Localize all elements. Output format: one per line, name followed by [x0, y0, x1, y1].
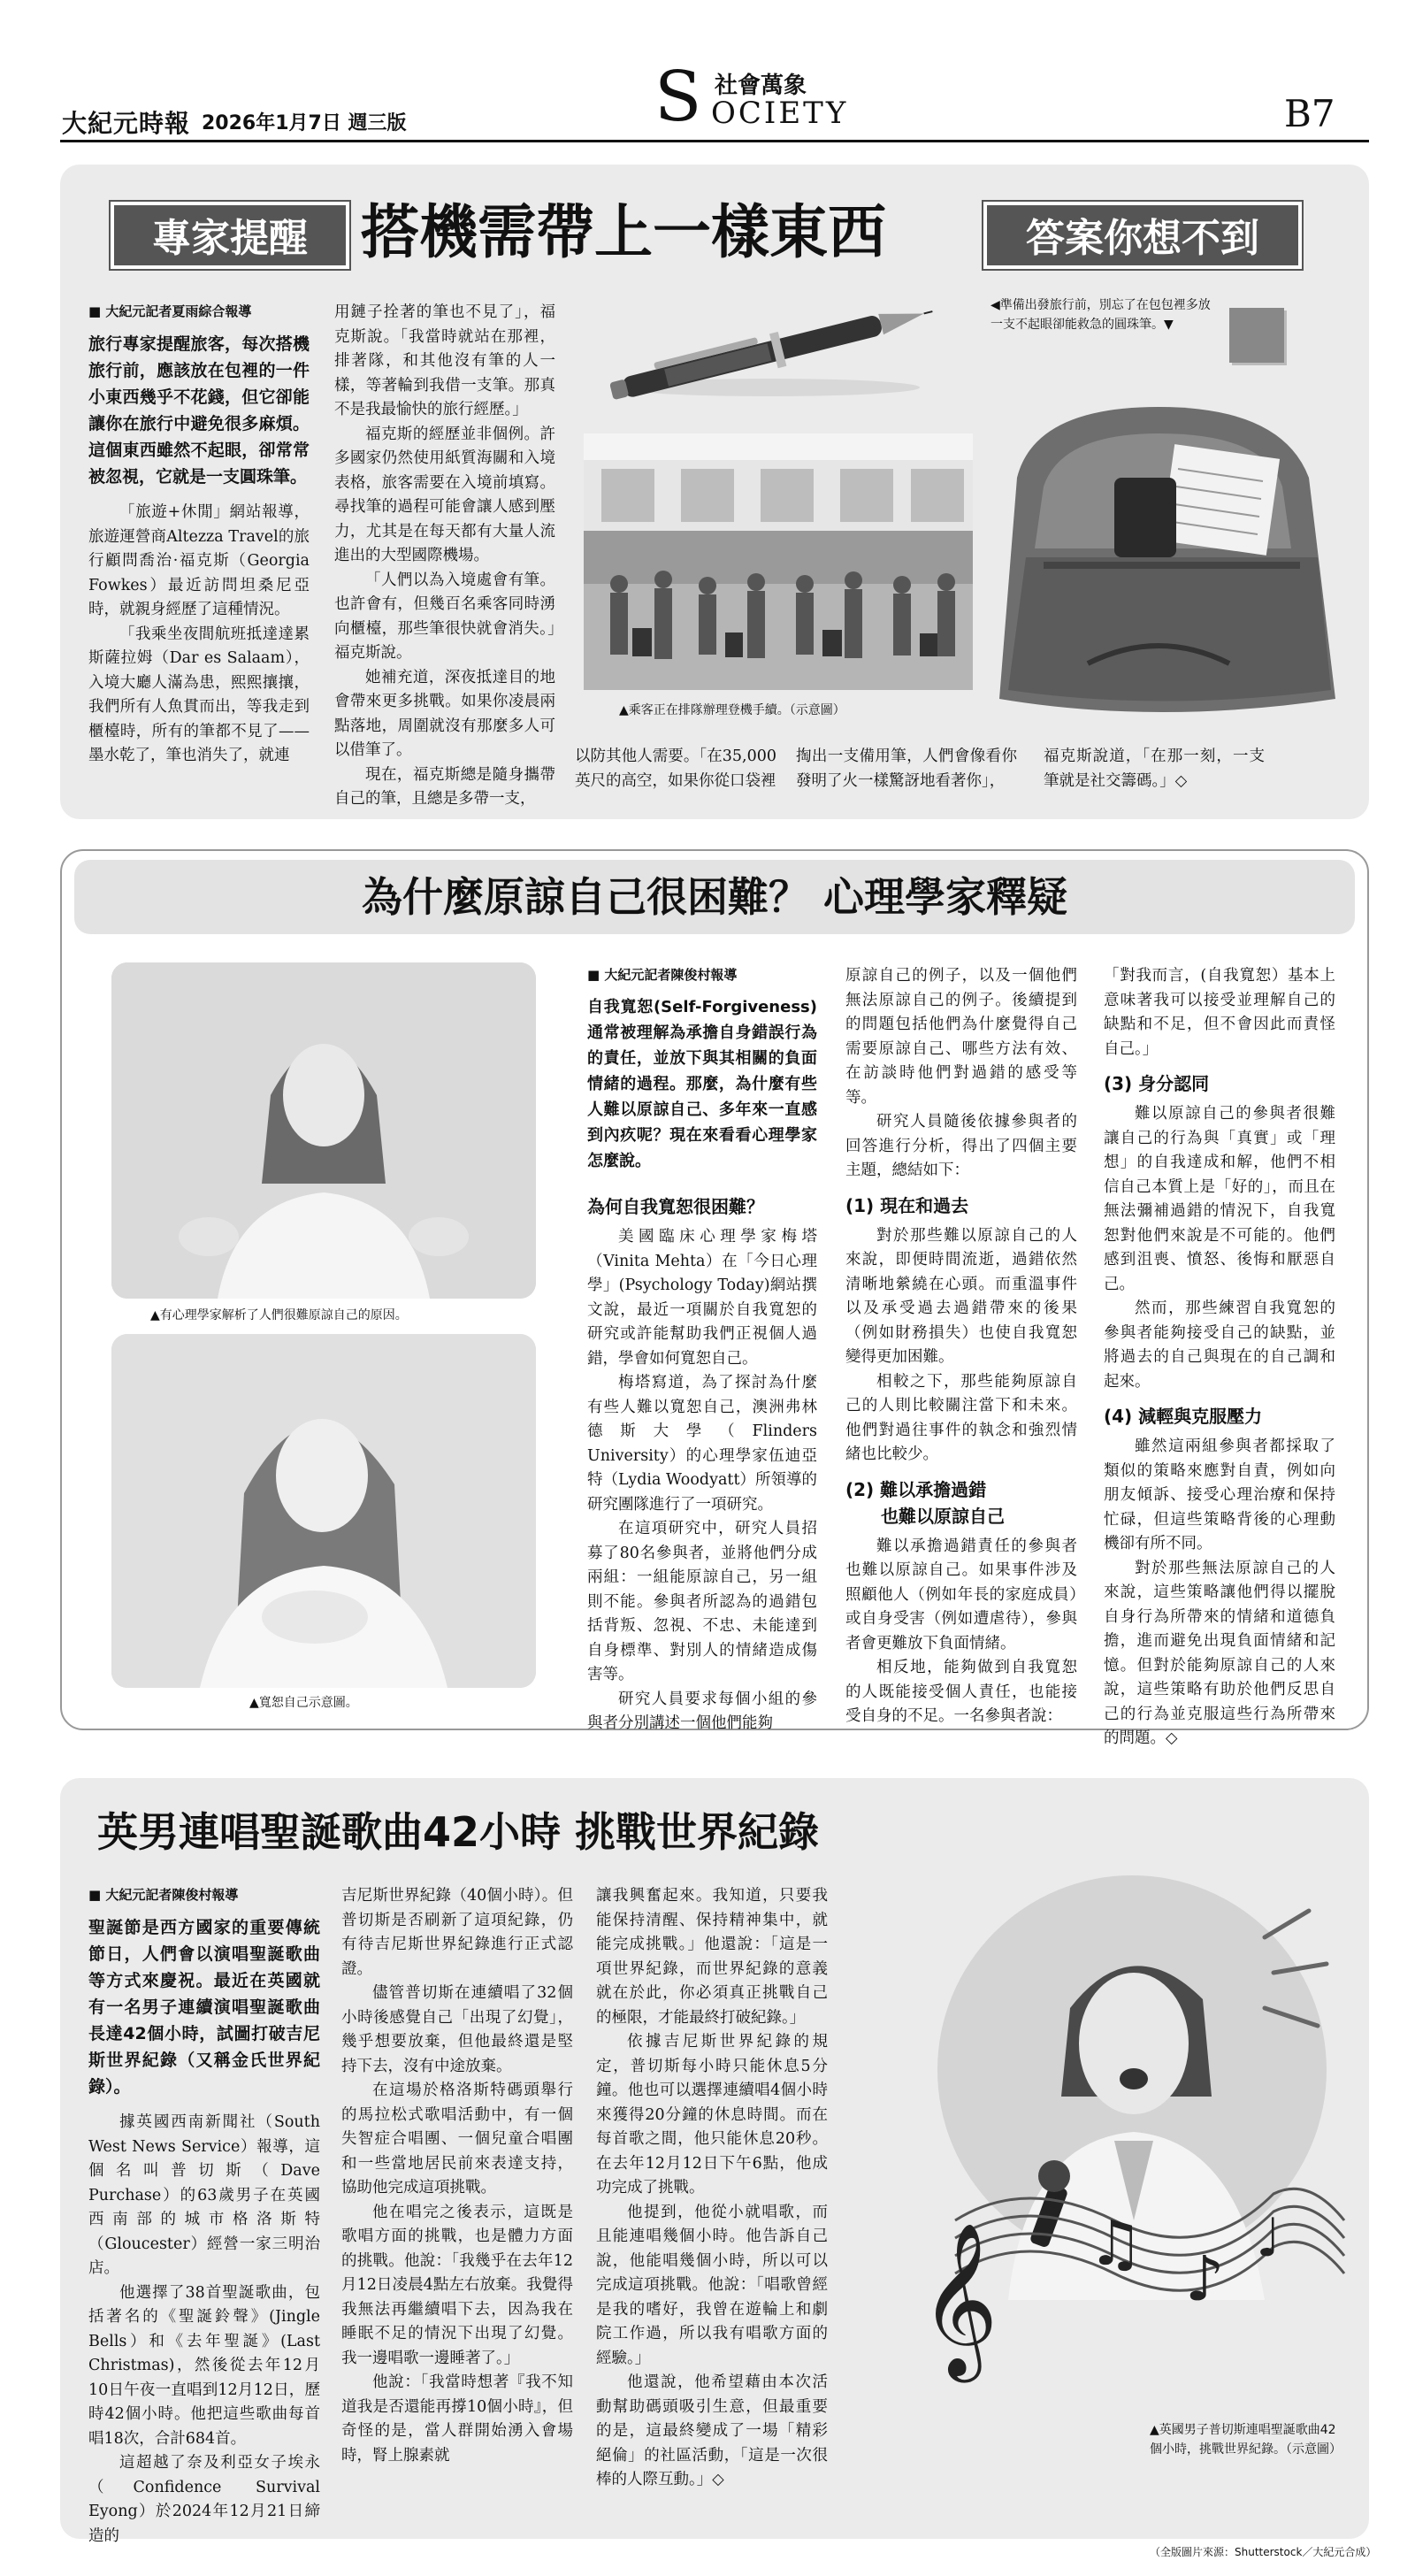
airport-photo: [584, 433, 973, 690]
article1-bottom-col1: [575, 745, 776, 794]
article3-col1: [88, 1884, 320, 2549]
article2-subhead-cont: 也難以原諒自己: [881, 1505, 1005, 1527]
article3-para: 他說：「我當時想著『我不知道我是否還能再撐10個小時』，但奇怪的是，當人群開始湧入會場時，腎上腺素就: [341, 2373, 573, 2465]
article2-headline: 為什麼原諒自己很困難？ 心理學家釋疑: [361, 873, 1067, 921]
article3-para: 他還說，他希望藉由本次活動幫助碼頭吸引生意，但最重要的是，這最終變成了一場「精彩絕倫」的社區活動，「這是一次很棒的人際互動。」◇: [596, 2373, 828, 2488]
article3-para: 在這場於格洛斯特碼頭舉行的馬拉松式歌唱活動中，有一個失智症合唱團、一個兒童合唱團和一些當地居民前來表達支持，協助他完成這項挑戰。: [341, 2082, 573, 2196]
article2-subhead: 為何自我寬恕很困難？: [587, 1196, 764, 1217]
article3-para: 儘管普切斯在連續唱了32個小時後感覺自己「出現了幻覺」，幾乎想要放棄，但他最終還是堅持下去，沒有中途放棄。: [341, 1984, 573, 2075]
article2-para: 研究人員隨後依據參與者的回答進行分析，得出了四個主要主題，總結如下：: [845, 1113, 1077, 1179]
issue-date: 2026年1月7日 週三版: [202, 112, 407, 134]
article3-para: 他選擇了38首聖誕歌曲，包括著名的《聖誕鈴聲》(Jingle Bells）和《去年聖誕》(Last Christmas)，然後從去年12月10日午夜一直唱到12月12日，歷時42個小時。他把這些歌曲每首唱18次，合計684首。: [88, 2283, 320, 2448]
singer-illustration: [849, 1805, 1362, 2477]
article1-para: 「我乘坐夜間航班抵達達累斯薩拉姆（Dar es Salaam），入境大廳人滿為患，熙熙攘攘，我們所有人魚貫而出，等我走到櫃檯時，所有的筆都不見了——墨水乾了，筆也消失了，就連: [88, 625, 310, 764]
article2-col1: [587, 964, 817, 1736]
article1-para: 福克斯說道，「在那一刻，一支筆就是社交籌碼。」◇: [1044, 748, 1265, 790]
therapist-photo: [111, 962, 536, 1299]
pen-illustration: [584, 290, 955, 414]
article1-para: 現在，福克斯總是隨身攜帶自己的筆，且總是多帶一支，: [334, 765, 555, 808]
article1-col1: [88, 301, 310, 769]
notebook-illustration: [1229, 308, 1284, 363]
article2-para: 對於那些無法原諒自己的人來說，這些策略讓他們得以擺脫自身行為所帶來的情緒和道德負擔，進而避免出現負面情緒和記憶。但對於能夠原諒自己的人來說，這些策略有助於他們反思自己的行為並克服這些行為所帶來的問題。◇: [1104, 1559, 1335, 1747]
article1-para: 「旅遊+休閒」網站報導，旅遊運營商Altezza Travel的旅行顧問喬治·福克斯（Georgia Fowkes）最近訪問坦桑尼亞時，就親身經歷了這種情況。: [88, 503, 310, 618]
article2-lead: 自我寬恕(Self-Forgiveness)通常被理解為承擔自身錯誤行為的責任，並放下與其相關的負面情緒的過程。那麼，為什麼有些人難以原諒自己、多年來一直感到內疚呢？現在來看看心理學家怎麼說。: [587, 998, 817, 1170]
header-rule: [60, 140, 1369, 142]
article3-para: 他提到，他從小就唱歌，而且能連唱幾個小時。他告訴自己說，他能唱幾個小時，所以可以完成這項挑戰。他說：「唱歌曾經是我的嗜好，我曾在遊輪上和劇院工作過，所以我有唱歌方面的經驗。」: [596, 2203, 828, 2367]
section-initial: S: [654, 58, 702, 137]
svg-text:𝄞: 𝄞: [920, 2222, 998, 2376]
section-cn: 社會萬象: [715, 73, 807, 99]
article2-para: 雖然這兩組參與者都採取了類似的策略來應對自責，例如向朋友傾訴、接受心理治療和保持忙碌，但這些策略背後的心理動機卻有所不同。: [1104, 1438, 1335, 1552]
svg-text:♩: ♩: [1256, 2207, 1281, 2269]
article2-col2: [845, 964, 1077, 1729]
article2-para: 對於那些難以原諒自己的人來說，即便時間流逝，過錯依然清晰地縈繞在心頭。而重溫事件以及承受過去過錯帶來的後果（例如財務損失）也使自我寬恕變得更加困難。: [845, 1226, 1077, 1366]
article1-tag-right: 答案你想不到: [983, 202, 1302, 269]
article3-para: 依據吉尼斯世界紀錄的規定，普切斯每小時只能休息5分鐘。他也可以選擇連續唱4個小時來獲得20分鐘的休息時間。而在每首歌之間，他只能休息20秒。在去年12月12日下午6點，他成功完成了挑戰。: [596, 2033, 828, 2196]
article1-para: 她補充道，深夜抵達目的地會帶來更多挑戰。如果你凌晨兩點落地，周圍就沒有那麼多人可以借筆了。: [334, 668, 555, 759]
article2-subhead: (1) 現在和過去: [845, 1194, 969, 1216]
photo-credit: （全版圖片來源：Shutterstock／大紀元合成）: [1150, 2546, 1377, 2558]
article1-para: 「人們以為入境處會有筆。也許會有，但幾百名乘客同時湧向櫃檯，那些筆很快就會消失。」福克斯說。: [334, 571, 555, 662]
article2-para: 相反地，能夠做到自我寬恕的人既能接受個人責任，也能接受自身的不足。一名參與者說：: [845, 1659, 1077, 1725]
article3-headline: 英男連唱聖誕歌曲42小時 挑戰世界紀錄: [97, 1808, 820, 1856]
article3-para: 他在唱完之後表示，這既是歌唱方面的挑戰，也是體力方面的挑戰。他說：「我幾乎在去年12月12日凌晨4點左右放棄。我覺得我無法再繼續唱下去，因為我在睡眠不足的情況下出現了幻覺。我一邊唱歌一邊睡著了。」: [341, 2203, 573, 2367]
article1-para: 福克斯的經歷並非個例。許多國家仍然使用紙質海關和入境表格，旅客需要在入境前填寫。尋找筆的過程可能會讓人感到壓力，尤其是在每天都有大量人流進出的大型國際機場。: [334, 425, 555, 564]
article2-para: 在這項研究中，研究人員招募了80名參與者，並將他們分成兩組：一組能原諒自己，另一組則不能。參與者所認為的過錯包括背叛、忽視、不忠、未能達到自身標準、對別人的情緒造成傷害等。: [587, 1520, 817, 1683]
article1-para: 掏出一支備用筆，人們會像看你發明了火一樣驚訝地看著你」，: [796, 748, 1017, 790]
article2-para: 相較之下，那些能夠原諒自己的人則比較關注當下和未來。他們對過往事件的執念和強烈情緒也比較少。: [845, 1372, 1077, 1463]
airport-caption: ▲乘客正在排隊辦理登機手續。（示意圖）: [619, 703, 845, 717]
backpack-illustration: [982, 372, 1353, 725]
article2-para: 美國臨床心理學家梅塔（Vinita Mehta）在「今日心理學」(Psychology Today)網站撰文說，最近一項關於自我寬恕的研究或許能幫助我們正視個人過錯，學會如何寬恕自己。: [587, 1228, 817, 1368]
article2-subhead: (2) 難以承擔過錯: [845, 1478, 987, 1500]
svg-text:♫: ♫: [1088, 2207, 1143, 2280]
article1-lead: 旅行專家提醒旅客，每次搭機旅行前，應該放在包裡的一件小東西幾乎不花錢，但它卻能讓你在旅行中避免很多麻煩。這個東西雖然不起眼，卻常常被忽視，它就是一支圓珠筆。: [88, 334, 310, 487]
article3-byline: ■ 大紀元記者陳俊村報導: [88, 1887, 239, 1903]
article1-para: 用鏈子拴著的筆也不見了」，福克斯說。「我當時就站在那裡，排著隊，和其他沒有筆的人一樣，等著輪到我借一支筆。那真不是我最愉快的旅行經歷。」: [334, 303, 555, 418]
bag-caption: ◀準備出發旅行前，別忘了在包包裡多放一支不起眼卻能救急的圓珠筆。▼: [990, 298, 1211, 332]
article1-tag-left: 專家提醒: [111, 202, 349, 269]
article1-bottom-col2: [796, 745, 1017, 794]
article2-para: 梅塔寫道，為了探討為什麼有些人難以寬恕自己，澳洲弗林德斯大學（Flinders University）的心理學家伍迪亞特（Lydia Woodyatt）所領導的研究團隊進行了一項研究。: [587, 1374, 817, 1514]
singer-caption: ▲英國男子普切斯連唱聖誕歌曲42個小時，挑戰世界紀錄。（示意圖）: [1150, 2423, 1342, 2457]
article2-para: 「對我而言，(自我寬恕）基本上意味著我可以接受並理解自己的缺點和不足，但不會因此而責怪自己。」: [1104, 967, 1335, 1058]
section-en-rest: OCIETY: [711, 96, 849, 131]
article2-subhead: (4) 減輕與克服壓力: [1104, 1406, 1263, 1427]
article1-headline: 搭機需帶上一樣東西: [361, 198, 886, 266]
article3-para: 據英國西南新聞社（South West News Service）報導，這個名叫普切斯（Dave Purchase）的63歲男子在英國西南部的城市格洛斯特（Gloucester）經營一家三明治店。: [88, 2113, 320, 2277]
article1-byline: ■ 大紀元記者夏雨綜合報導: [88, 303, 252, 319]
article2-para: 研究人員要求每個小組的參與者分別講述一個他們能夠: [587, 1690, 817, 1732]
article2-subhead: (3) 身分認同: [1104, 1073, 1210, 1094]
article3-lead: 聖誕節是西方國家的重要傳統節日，人們會以演唱聖誕歌曲等方式來慶祝。最近在英國就有一名男子連續演唱聖誕歌曲長達42個小時，試圖打破吉尼斯世界紀錄（又稱金氏世界紀錄）。: [88, 1918, 320, 2097]
article1-col2: [334, 301, 555, 812]
page-number: B7: [1284, 92, 1335, 135]
article3-para: 這超越了奈及利亞女子埃永（Confidence Survival Eyong）於2024年12月21日締造的: [88, 2454, 320, 2545]
therapist-caption: ▲有心理學家解析了人們很難原諒自己的原因。: [150, 1308, 408, 1322]
svg-text:♪: ♪: [1185, 2242, 1225, 2315]
masthead: 大紀元時報: [62, 109, 191, 138]
article2-para: 原諒自己的例子，以及一個他們無法原諒自己的例子。後續提到的問題包括他們為什麼覺得自己需要原諒自己、哪些方法有效、在訪談時他們對過錯的感受等等。: [845, 967, 1077, 1107]
article3-col3: [596, 1884, 828, 2493]
article3-para: 吉尼斯世界紀錄（40個小時）。但普切斯是否刷新了這項紀錄，仍有待吉尼斯世界紀錄進行正式認證。: [341, 1887, 573, 1978]
self-forgiveness-photo: [111, 1334, 536, 1688]
article2-para: 難以原諒自己的參與者很難讓自己的行為與「真實」或「理想」的自我達成和解，他們不相信自己本質上是「好的」，而且在無法彌補過錯的情況下，自我寬恕對他們來說是不可能的。他們感到沮喪、憤怒、後悔和厭惡自己。: [1104, 1105, 1335, 1293]
article2-para: 然而，那些練習自我寬恕的參與者能夠接受自己的缺點，並將過去的自己與現在的自己調和起來。: [1104, 1300, 1335, 1391]
article3-para: 讓我興奮起來。我知道，只要我能保持清醒、保持精神集中，就能完成挑戰。」他還說：「這是一項世界紀錄，而世界紀錄的意義就在於此，你必須真正挑戰自己的極限，才能最終打破紀錄。」: [596, 1887, 828, 2027]
article1-bottom-col3: [1044, 745, 1265, 794]
article1-para: 以防其他人需要。「在35,000英尺的高空，如果你從口袋裡: [575, 748, 776, 790]
section-title: [654, 58, 884, 137]
article2-byline: ■ 大紀元記者陳俊村報導: [587, 967, 738, 983]
article2-col3: [1104, 964, 1335, 1752]
self-forgiveness-caption: ▲寬恕自己示意圖。: [249, 1696, 358, 1710]
article2-para: 難以承擔過錯責任的參與者也難以原諒自己。如果事件涉及照顧他人（例如年長的家庭成員）或自身受害（例如遭虐待），參與者會更難放下負面情緒。: [845, 1537, 1077, 1652]
article3-col2: [341, 1884, 573, 2468]
